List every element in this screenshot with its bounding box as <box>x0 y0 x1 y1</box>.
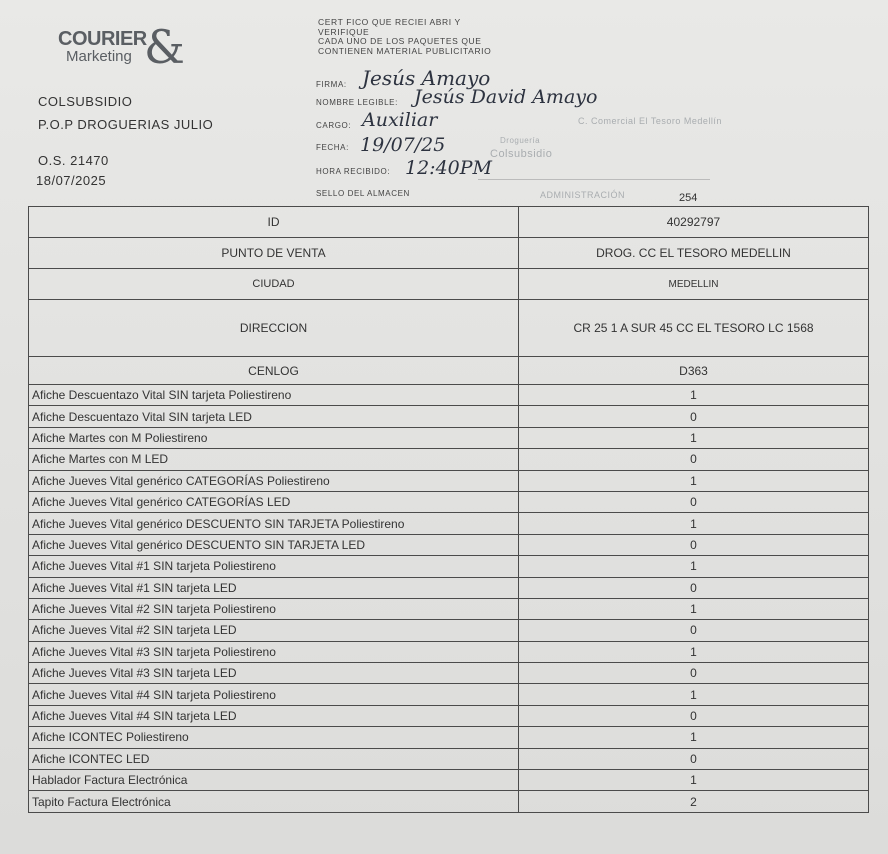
item-quantity: 0 <box>519 449 869 470</box>
item-quantity: 1 <box>519 470 869 491</box>
item-name: Afiche ICONTEC LED <box>29 748 519 769</box>
table-row <box>29 791 869 812</box>
label-direccion: DIRECCION <box>29 300 519 357</box>
value-punto-venta: DROG. CC EL TESORO MEDELLIN <box>519 238 869 269</box>
value-id: 40292797 <box>519 207 869 238</box>
program-name: P.O.P DROGUERIAS JULIO <box>38 117 214 132</box>
table-row <box>29 727 869 748</box>
value-cenlog: D363 <box>519 357 869 385</box>
item-name: Afiche Jueves Vital #2 SIN tarjeta Poliestireno <box>29 598 519 619</box>
table-row <box>29 556 869 577</box>
table-row-punto-venta <box>29 238 869 269</box>
item-name: Afiche Descuentazo Vital SIN tarjeta LED <box>29 406 519 427</box>
item-name: Afiche Jueves Vital #1 SIN tarjeta Poliestireno <box>29 556 519 577</box>
delivery-table <box>28 206 869 813</box>
table-row <box>29 598 869 619</box>
item-quantity: 1 <box>519 427 869 448</box>
item-quantity: 1 <box>519 770 869 791</box>
page-number: 254 <box>679 192 698 204</box>
item-name: Afiche Jueves Vital genérico DESCUENTO SIN TARJETA LED <box>29 534 519 555</box>
store-stamp-line4: ADMINISTRACIÓN <box>540 190 626 200</box>
table-row <box>29 470 869 491</box>
sello-label: SELLO DEL ALMACEN <box>316 189 410 198</box>
item-quantity: 1 <box>519 684 869 705</box>
hora-label: HORA RECIBIDO: <box>316 167 391 176</box>
table-row <box>29 491 869 512</box>
item-quantity: 0 <box>519 748 869 769</box>
table-row <box>29 513 869 534</box>
item-name: Afiche Jueves Vital #4 SIN tarjeta Poliestireno <box>29 684 519 705</box>
courier-marketing-logo <box>58 20 188 76</box>
table-row <box>29 385 869 406</box>
item-quantity: 1 <box>519 513 869 534</box>
cert-line4: CONTIENEN MATERIAL PUBLICITARIO <box>318 45 492 56</box>
nombre-value: Jesús David Amayo <box>414 86 598 108</box>
item-name: Afiche Martes con M Poliestireno <box>29 427 519 448</box>
hora-underline <box>478 179 710 180</box>
label-id: ID <box>29 207 519 238</box>
table-row-ciudad <box>29 269 869 300</box>
item-name: Afiche ICONTEC Poliestireno <box>29 727 519 748</box>
table-row <box>29 663 869 684</box>
table-row <box>29 427 869 448</box>
table-row <box>29 577 869 598</box>
value-ciudad: MEDELLIN <box>519 269 869 300</box>
document-date: 18/07/2025 <box>36 173 107 188</box>
cargo-value: Auxiliar <box>362 109 438 131</box>
table-row <box>29 641 869 662</box>
table-row <box>29 449 869 470</box>
table-row <box>29 534 869 555</box>
item-name: Afiche Jueves Vital genérico CATEGORÍAS Poliestireno <box>29 470 519 491</box>
hora-value: 12:40PM <box>405 157 492 179</box>
item-quantity: 0 <box>519 620 869 641</box>
item-quantity: 1 <box>519 727 869 748</box>
item-name: Afiche Jueves Vital #3 SIN tarjeta Poliestireno <box>29 641 519 662</box>
firma-signature: Jesús Amayo <box>362 66 491 90</box>
label-punto-venta: PUNTO DE VENTA <box>29 238 519 269</box>
table-row <box>29 748 869 769</box>
item-quantity: 0 <box>519 491 869 512</box>
item-quantity: 1 <box>519 385 869 406</box>
item-name: Afiche Descuentazo Vital SIN tarjeta Poliestireno <box>29 385 519 406</box>
value-direccion: CR 25 1 A SUR 45 CC EL TESORO LC 1568 <box>519 300 869 357</box>
table-row-id <box>29 207 869 238</box>
table-row <box>29 684 869 705</box>
label-ciudad: CIUDAD <box>29 269 519 300</box>
store-stamp-line2: Droguería <box>500 136 541 145</box>
item-quantity: 2 <box>519 791 869 812</box>
item-name: Hablador Factura Electrónica <box>29 770 519 791</box>
item-quantity: 0 <box>519 705 869 726</box>
item-quantity: 1 <box>519 556 869 577</box>
table-row <box>29 705 869 726</box>
firma-label: FIRMA: <box>316 80 347 89</box>
fecha-value: 19/07/25 <box>360 134 446 156</box>
table-row <box>29 770 869 791</box>
item-name: Afiche Jueves Vital genérico CATEGORÍAS LED <box>29 491 519 512</box>
item-quantity: 0 <box>519 577 869 598</box>
table-row <box>29 620 869 641</box>
items-list <box>29 385 869 813</box>
cert-line1: CERT FICO QUE RECIEI ABRI Y <box>318 17 461 27</box>
logo-line1: COURIER <box>58 28 147 50</box>
item-quantity: 1 <box>519 598 869 619</box>
item-name: Afiche Jueves Vital #4 SIN tarjeta LED <box>29 705 519 726</box>
cert-line2: VERIFIQUE <box>318 26 370 37</box>
item-name: Afiche Jueves Vital #2 SIN tarjeta LED <box>29 620 519 641</box>
fecha-label: FECHA: <box>316 143 349 152</box>
item-name: Afiche Jueves Vital genérico DESCUENTO SIN TARJETA Poliestireno <box>29 513 519 534</box>
store-stamp-line1: C. Comercial El Tesoro Medellín <box>578 116 722 126</box>
item-name: Afiche Martes con M LED <box>29 449 519 470</box>
cert-line3: CADA UNO DE LOS PAQUETES QUE <box>318 36 482 46</box>
table-row-cenlog <box>29 357 869 385</box>
item-quantity: 0 <box>519 534 869 555</box>
table-row <box>29 406 869 427</box>
label-cenlog: CENLOG <box>29 357 519 385</box>
certification-text <box>318 18 538 56</box>
nombre-label: NOMBRE LEGIBLE: <box>316 98 398 107</box>
item-quantity: 0 <box>519 406 869 427</box>
logo-line2: Marketing <box>66 48 132 65</box>
item-quantity: 1 <box>519 641 869 662</box>
table-row-direccion <box>29 300 869 357</box>
item-name: Afiche Jueves Vital #3 SIN tarjeta LED <box>29 663 519 684</box>
order-number: O.S. 21470 <box>38 153 109 168</box>
item-name: Tapito Factura Electrónica <box>29 791 519 812</box>
company-name: COLSUBSIDIO <box>38 94 133 109</box>
logo-ampersand: & <box>144 20 185 74</box>
item-name: Afiche Jueves Vital #1 SIN tarjeta LED <box>29 577 519 598</box>
item-quantity: 0 <box>519 663 869 684</box>
store-stamp-line3: Colsubsidio <box>490 148 553 160</box>
cargo-label: CARGO: <box>316 121 352 130</box>
